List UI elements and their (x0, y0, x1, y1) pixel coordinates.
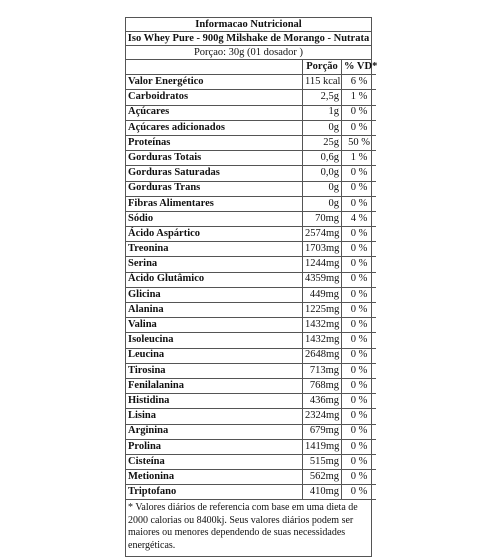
portion-value: 713mg (303, 363, 342, 378)
portion-value: 410mg (303, 485, 342, 500)
table-row (126, 394, 376, 409)
daily-value: 1 % (342, 151, 377, 166)
nutrient-name: Gorduras Saturadas (126, 166, 303, 181)
table-row (126, 409, 376, 424)
daily-value: 0 % (342, 409, 377, 424)
table-row (126, 135, 376, 150)
product-name: Iso Whey Pure - 900g Milshake de Morango - Nutrata (127, 33, 370, 44)
table-row (126, 151, 376, 166)
portion-value: 2,5g (303, 90, 342, 105)
table-row (126, 424, 376, 439)
portion-value: 436mg (303, 394, 342, 409)
daily-value: 0 % (342, 378, 377, 393)
nutrient-name: Ácido Aspártico (126, 227, 303, 242)
nutrient-name: Fibras Alimentares (126, 196, 303, 211)
nutrient-name: Açúcares adicionados (126, 120, 303, 135)
portion-value: 25g (303, 135, 342, 150)
nutrient-name: Glicina (126, 287, 303, 302)
nutrient-name: Valina (126, 318, 303, 333)
daily-value: 0 % (342, 257, 377, 272)
daily-value: 0 % (342, 363, 377, 378)
daily-value: 50 % (342, 135, 377, 150)
daily-value: 4 % (342, 211, 377, 226)
daily-value: 0 % (342, 394, 377, 409)
nutrient-name: Gorduras Trans (126, 181, 303, 196)
nutrient-name: Ácido Glutâmico (126, 272, 303, 287)
table-row (126, 227, 376, 242)
daily-value: 0 % (342, 454, 377, 469)
portion-value: 679mg (303, 424, 342, 439)
portion-value: 449mg (303, 287, 342, 302)
table-row (126, 318, 376, 333)
nutrient-name: Alanina (126, 303, 303, 318)
portion-value: 2574mg (303, 227, 342, 242)
table-row (126, 75, 376, 90)
serving-size: Porçao: 30g (01 dosador ) (126, 46, 371, 60)
nutrient-name: Metionina (126, 470, 303, 485)
table-row (126, 303, 376, 318)
daily-value: 0 % (342, 303, 377, 318)
daily-value: 0 % (342, 181, 377, 196)
nutrient-name: Açúcares (126, 105, 303, 120)
table-row (126, 470, 376, 485)
table-row (126, 196, 376, 211)
daily-value: 0 % (342, 333, 377, 348)
nutrient-name: Triptofano (126, 485, 303, 500)
portion-value: 70mg (303, 211, 342, 226)
nutrition-table (126, 60, 376, 500)
table-row (126, 272, 376, 287)
nutrient-name: Valor Energético (126, 75, 303, 90)
portion-value: 2324mg (303, 409, 342, 424)
portion-value: 1244mg (303, 257, 342, 272)
portion-value: 1g (303, 105, 342, 120)
nutrient-name: Proteínas (126, 135, 303, 150)
table-row (126, 242, 376, 257)
portion-value: 4359mg (303, 272, 342, 287)
table-row (126, 363, 376, 378)
daily-value: 0 % (342, 348, 377, 363)
nutrient-name: Carboidratos (126, 90, 303, 105)
table-row (126, 348, 376, 363)
table-row (126, 439, 376, 454)
table-row (126, 211, 376, 226)
nutrient-name: Tirosina (126, 363, 303, 378)
portion-value: 1419mg (303, 439, 342, 454)
daily-value: 0 % (342, 166, 377, 181)
daily-value: 0 % (342, 485, 377, 500)
daily-value: 0 % (342, 424, 377, 439)
portion-value: 1225mg (303, 303, 342, 318)
nutrient-name: Gorduras Totais (126, 151, 303, 166)
portion-value: 768mg (303, 378, 342, 393)
daily-value: 0 % (342, 227, 377, 242)
table-row (126, 120, 376, 135)
table-row (126, 485, 376, 500)
portion-value: 0,6g (303, 151, 342, 166)
portion-value: 1432mg (303, 333, 342, 348)
daily-value: 0 % (342, 272, 377, 287)
daily-value: 1 % (342, 90, 377, 105)
portion-value: 515mg (303, 454, 342, 469)
column-header-portion: Porção (303, 60, 342, 75)
nutrition-facts-label (125, 17, 378, 557)
column-header-row (126, 60, 376, 75)
table-row (126, 90, 376, 105)
nutrient-name: Fenilalanina (126, 378, 303, 393)
nutrient-name: Histidina (126, 394, 303, 409)
nutrient-name: Arginina (126, 424, 303, 439)
table-row (126, 181, 376, 196)
table-row (126, 166, 376, 181)
table-row (126, 333, 376, 348)
column-header-vd: % VD* (342, 60, 377, 75)
daily-value: 0 % (342, 120, 377, 135)
portion-value: 562mg (303, 470, 342, 485)
portion-value: 0g (303, 181, 342, 196)
nutrient-name: Serina (126, 257, 303, 272)
daily-value: 0 % (342, 318, 377, 333)
nutrient-name: Prolina (126, 439, 303, 454)
nutrient-name: Isoleucina (126, 333, 303, 348)
daily-value: 0 % (342, 196, 377, 211)
table-row (126, 287, 376, 302)
nutrient-name: Leucina (126, 348, 303, 363)
table-row (126, 105, 376, 120)
nutrient-name: Cisteína (126, 454, 303, 469)
table-row (126, 378, 376, 393)
daily-value: 0 % (342, 105, 377, 120)
portion-value: 0g (303, 120, 342, 135)
nutrient-name: Treonina (126, 242, 303, 257)
table-row (126, 257, 376, 272)
portion-value: 115 kcal (303, 75, 342, 90)
nutrient-name: Sódio (126, 211, 303, 226)
portion-value: 1432mg (303, 318, 342, 333)
portion-value: 1703mg (303, 242, 342, 257)
footnote: * Valores diários de referencia com base em uma dieta de 2000 calorias ou 8400kj. Seus valores diários podem ser maiores ou menores dependendo de suas necessidades energéticas. (128, 502, 358, 551)
label-title: Informacao Nutricional (126, 18, 371, 32)
portion-value: 2648mg (303, 348, 342, 363)
daily-value: 0 % (342, 287, 377, 302)
daily-value: 6 % (342, 75, 377, 90)
portion-value: 0g (303, 196, 342, 211)
daily-value: 0 % (342, 470, 377, 485)
daily-value: 0 % (342, 242, 377, 257)
table-row (126, 454, 376, 469)
nutrient-name: Lisina (126, 409, 303, 424)
column-header-name (126, 60, 303, 75)
daily-value: 0 % (342, 439, 377, 454)
portion-value: 0,0g (303, 166, 342, 181)
